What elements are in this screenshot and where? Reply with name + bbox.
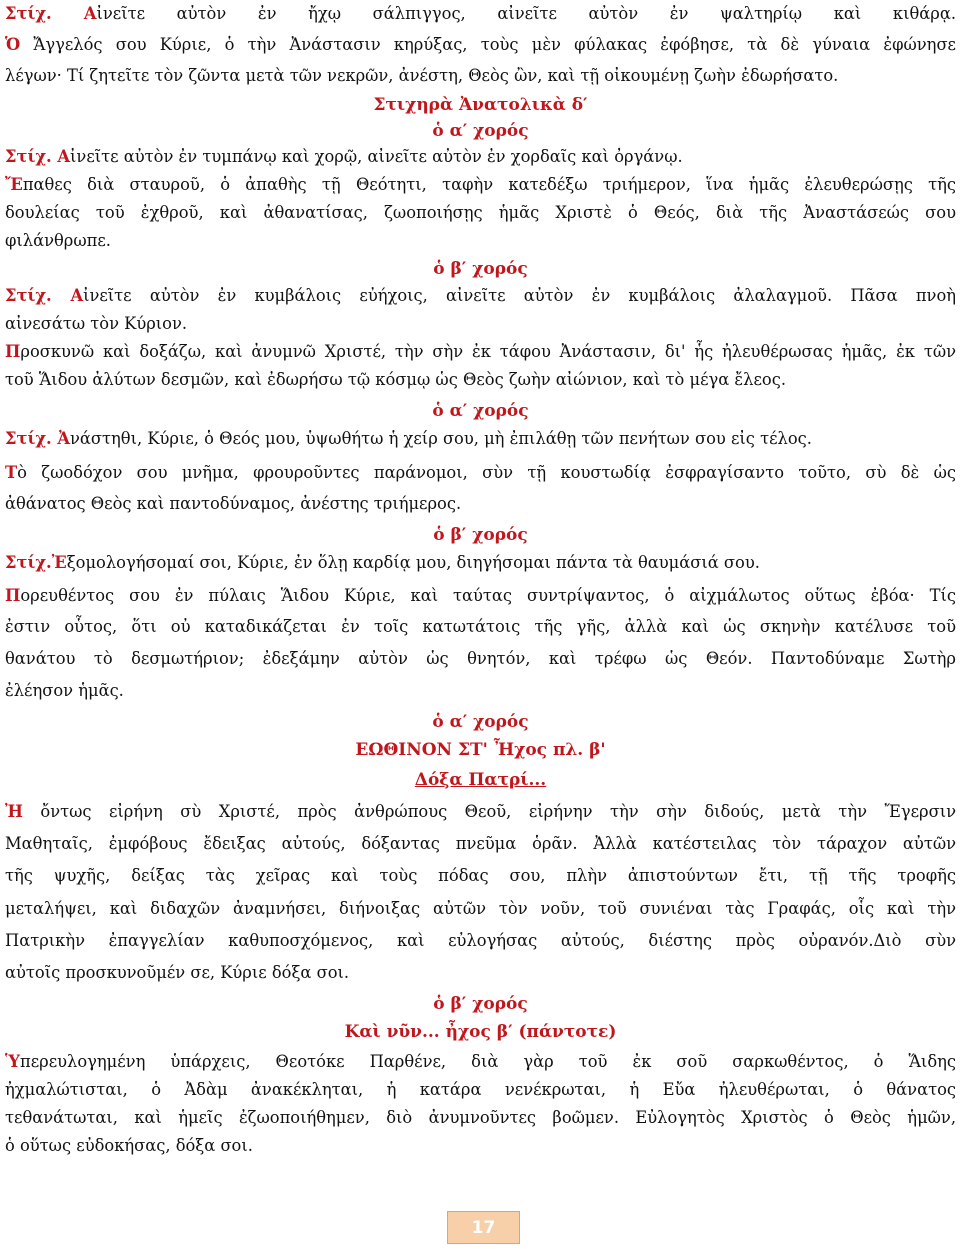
text-segment: αἰνεσάτω τὸν Κύριον. <box>5 314 188 333</box>
initial-red-text: Α <box>57 147 71 166</box>
text-segment: Μαθηταῖς, ἐμφόβους ἔδειξας αὐτούς, δόξαντας πνεῦμα ὁρᾶν. Ἀλλὰ κατέστειλας τὸν τάραχον αὐτῶν <box>5 834 956 853</box>
text-segment: Ἄγγελός σου Κύριε, ὁ τὴν Ἀνάστασιν κηρύξας, τοὺς μὲν φύλακας ἐφόβησε, τὰ δὲ γύναια ἐφώνησε <box>20 35 956 54</box>
initial-red-text: Στίχ. <box>5 147 58 166</box>
choir-heading <box>5 121 956 141</box>
choir-heading <box>5 712 956 732</box>
hymn-line <box>5 1108 956 1128</box>
initial-red-text: Ἐ <box>51 553 67 572</box>
text-segment: ὸ ζωοδόχον σου μνῆμα, φρουροῦντες παράνομοι, σὺν τῇ κουστωδίᾳ ἐσφραγίσαντο τοῦτο, σὺ δὲ ὡς <box>17 463 956 482</box>
initial-red-text: Ἠ <box>5 802 23 821</box>
initial-red-text: Π <box>5 342 21 361</box>
text-segment: ροσκυνῶ καὶ δοξάζω, καὶ ἀνυμνῶ Χριστέ, τὴν σὴν ἐκ τάφου Ἀνάστασιν, δι' ἧς ἠλευθέρωσας ἡμᾶς, ἐκ τῶν <box>20 342 956 361</box>
hymn-line <box>5 463 956 483</box>
text-segment: ἐλέησον ἡμᾶς. <box>5 681 124 700</box>
text-segment: ἐστιν οὗτος, ὅτι οὐ καταδικάζεται ἐν τοῖς κατωτάτοις τῆς γῆς, ἀλλὰ καὶ ὡς σκηνὴν κατέλυσε τοῦ <box>5 617 956 636</box>
initial-red-text: Στίχ. <box>5 4 84 23</box>
initial-red-text: Στίχ. <box>5 553 52 572</box>
initial-red-text: Στίχ. <box>5 286 71 305</box>
verse-line <box>5 286 956 306</box>
hymn-line <box>5 802 956 822</box>
text-segment: δουλείας τοῦ ἐχθροῦ, καὶ ἀθανατίσας, ζωοποιήσῃς ἡμᾶς Χριστὲ ὁ Θεός, διὰ τῆς Ἀναστάσεώς σου <box>5 203 956 222</box>
text-segment: ἀθάνατος Θεὸς καὶ παντοδύναμος, ἀνέστης τριήμερος. <box>5 494 462 513</box>
choir-heading <box>5 259 956 279</box>
hymn-line <box>5 203 956 223</box>
hymn-line <box>5 586 956 606</box>
hymn-line <box>5 866 956 886</box>
hymn-line <box>5 963 956 983</box>
text-segment: Πατρικὴν ἐπαγγελίαν καθυποσχόμενος, καὶ εὐλογήσας αὐτούς, διέστης πρὸς οὐρανόν.Διὸ σὺν <box>5 931 956 950</box>
verse-line-1 <box>5 4 956 24</box>
choir-heading <box>5 994 956 1014</box>
text-segment: θανάτου τὸ δεσμωτήριον; ἐδεξάμην αὐτὸν ὡς θνητόν, καὶ τρέφω ὡς Θεόν. Παντοδύναμε Σωτὴρ <box>5 649 956 668</box>
hymn-line <box>5 617 956 637</box>
page-number: 17 <box>471 1217 496 1238</box>
hymn-line <box>5 834 956 854</box>
initial-red-text: Στίχ. <box>5 429 58 448</box>
text-segment: ὁ β′ χορός <box>433 259 528 279</box>
text-segment: ὁ α′ χορός <box>432 401 529 421</box>
text-segment: νάστηθι, Κύριε, ὁ Θεός μου, ὑψωθήτω ἡ χείρ σου, μὴ ἐπιλάθῃ τῶν πενήτων σου εἰς τέλος. <box>70 429 812 448</box>
text-segment: ὁ οὕτως εὐδοκήσας, δόξα σοι. <box>5 1136 253 1155</box>
hymn-line <box>5 66 956 86</box>
hymn-line <box>5 231 956 251</box>
text-segment: ΕΩΘΙΝΟΝ ΣΤ' Ἦχος πλ. β' <box>355 740 606 760</box>
text-segment: ὁ α′ χορός <box>432 121 529 141</box>
hymn-line <box>5 370 956 390</box>
text-segment: ἠχμαλώτισται, ὁ Ἀδὰμ ἀνακέκληται, ἡ κατάρα νενέκρωται, ἡ Εὔα ἠλευθέρωται, ὁ θάνατος <box>5 1080 956 1099</box>
hymn-line <box>5 175 956 195</box>
hymn-line <box>5 649 956 669</box>
verse-line <box>5 314 956 334</box>
hymn-line <box>5 1080 956 1100</box>
text-segment: μεταλήψει, καὶ διδαχῶν ἀναμνήσει, διήνοιξας αὐτῶν τὸν νοῦν, τοῦ συνιέναι τὰς Γραφάς, οἷς καὶ τὴν <box>5 899 956 918</box>
choir-heading <box>5 401 956 421</box>
initial-red-text: Ἔ <box>5 175 23 194</box>
section-heading <box>5 95 956 115</box>
text-segment: αὐτοῖς προσκυνοῦμέν σε, Κύριε δόξα σοι. <box>5 963 350 982</box>
text-segment: ἰνεῖτε αὐτὸν ἐν τυμπάνῳ καὶ χορῷ, αἰνεῖτε αὐτὸν ἐν χορδαῖς καὶ ὀργάνῳ. <box>70 147 683 166</box>
initial-red-text: Ὑ <box>5 1052 21 1071</box>
text-segment: ὄντως εἰρήνη σὺ Χριστέ, πρὸς ἀνθρώπους Θεοῦ, εἰρήνην τὴν σὴν διδούς, μετὰ τὴν Ἔγερσιν <box>22 802 956 821</box>
initial-red-text: Π <box>5 586 21 605</box>
text-segment: Καὶ νῦν... ἦχος β′ (πάντοτε) <box>344 1022 617 1042</box>
text-segment: παθες διὰ σταυροῦ, ὁ ἀπαθὴς τῇ Θεότητι, ταφὴν κατεδέξω τριήμερον, ἵνα ἡμᾶς ἐλευθερώσῃς τῆς <box>22 175 956 194</box>
initial-red-text: Ἀ <box>57 429 71 448</box>
section-subheading <box>5 770 956 790</box>
text-segment: τεθανάτωται, καὶ ἡμεῖς ἐζωοποιήθημεν, διὸ ἀνυμνοῦντες βοῶμεν. Εὐλογητὸς Χριστὸς ὁ Θεὸς ἡμῶν, <box>5 1108 956 1127</box>
text-segment: ὁ β′ χορός <box>433 994 528 1014</box>
text-segment: ξομολογήσομαί σοι, Κύριε, ἐν ὅλῃ καρδίᾳ μου, διηγήσομαι πάντα τὰ θαυμάσιά σου. <box>66 553 760 572</box>
hymn-line <box>5 1136 956 1156</box>
hymn-line <box>5 1052 956 1072</box>
hymn-line <box>5 681 956 701</box>
text-segment: ἰνεῖτε αὐτὸν ἐν ἤχῳ σάλπιγγος, αἰνεῖτε αὐτὸν ἐν ψαλτηρίῳ καὶ κιθάρᾳ. <box>96 4 956 23</box>
text-segment: λέγων· Τί ζητεῖτε τὸν ζῶντα μετὰ τῶν νεκρῶν, ἀνέστη, Θεὸς ὢν, καὶ τῇ οἰκουμένῃ ζωὴν ἐδωρήσατο. <box>5 66 839 85</box>
text-segment: ἰνεῖτε αὐτὸν ἐν κυμβάλοις εὐήχοις, αἰνεῖτε αὐτὸν ἐν κυμβάλοις ἀλαλαγμοῦ. Πᾶσα πνοὴ <box>83 286 957 305</box>
hymn-line <box>5 494 956 514</box>
initial-red-text: Τ <box>5 463 18 482</box>
page-number-box <box>447 1211 520 1244</box>
text-segment: ὁ α′ χορός <box>432 712 529 732</box>
initial-red-text: Ὁ <box>5 35 21 54</box>
section-heading <box>5 1022 956 1042</box>
initial-red-text: Α <box>83 4 97 23</box>
text-segment: τοῦ Ἅιδου ἀλύτων δεσμῶν, καὶ ἐδωρήσω τῷ κόσμῳ ὡς Θεὸς ζωὴν αἰώνιον, καὶ τὸ μέγα ἔλεος. <box>5 370 786 389</box>
choir-heading <box>5 525 956 545</box>
initial-red-text: Α <box>70 286 84 305</box>
text-segment: ορευθέντος σου ἐν πύλαις Ἅιδου Κύριε, καὶ ταύτας συντρίψαντος, ὁ αἰχμάλωτος οὕτως ἐβόα· Τίς <box>20 586 956 605</box>
section-heading <box>5 740 956 760</box>
hymn-line <box>5 899 956 919</box>
verse-line <box>5 147 956 167</box>
verse-line <box>5 429 956 449</box>
hymn-line <box>5 342 956 362</box>
text-segment: φιλάνθρωπε. <box>5 231 111 250</box>
text-segment: Δόξα Πατρί... <box>414 770 547 790</box>
verse-line <box>5 553 956 573</box>
hymn-line <box>5 931 956 951</box>
hymn-line <box>5 35 956 55</box>
text-segment: ὁ β′ χορός <box>433 525 528 545</box>
text-segment: τῆς ψυχῆς, δείξας τὰς χεῖρας καὶ τοὺς πόδας σου, πλὴν ἀπιστούντων ἔτι, τῇ τῆς τροφῆς <box>5 866 956 885</box>
text-segment: περευλογημένη ὑπάρχεις, Θεοτόκε Παρθένε, διὰ γὰρ τοῦ ἐκ σοῦ σαρκωθέντος, ὁ Ἅιδης <box>20 1052 956 1071</box>
text-segment: Στιχηρὰ Ἀνατολικὰ δ′ <box>373 95 588 115</box>
